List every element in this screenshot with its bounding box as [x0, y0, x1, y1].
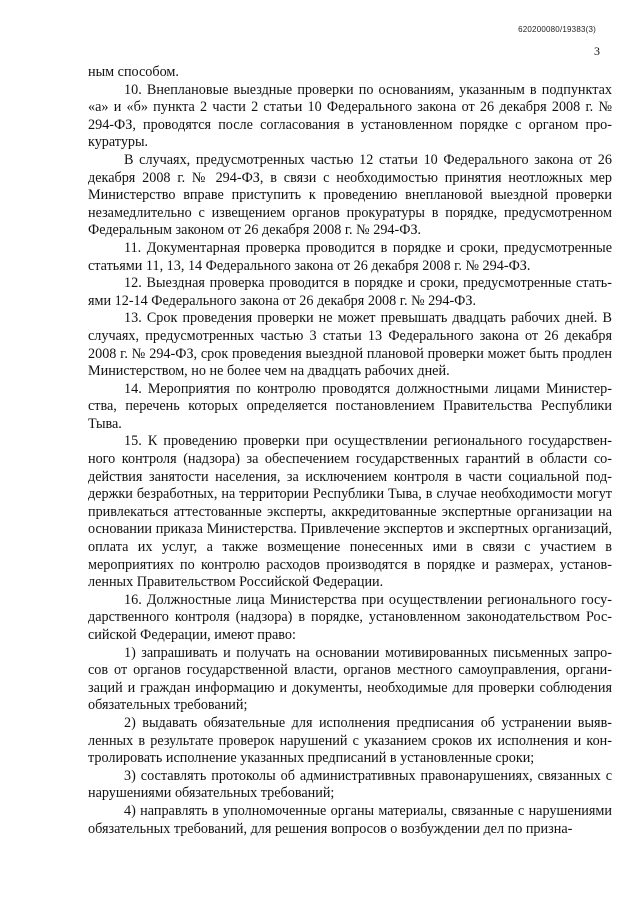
paragraph-16-item-1: 1) запрашивать и получать на основании мотивированных письменных запросов от органов государственной власти, органов местного самоуправления, организаций и граждан информацию и документы, необходимые для проверки соблюдения обязательных требований;: [88, 644, 612, 714]
paragraph-16-item-2: 2) выдавать обязательные для исполнения предписания об устранении выявленных в результате проверок нарушений с указанием сроков их исполнения и контролировать исполнение указанных предписаний в установленные сроки;: [88, 714, 612, 767]
document-code: 620200080/19383(3): [518, 25, 596, 34]
paragraph-16-item-4: 4) направлять в уполномоченные органы материалы, связанные с нарушениями обязательных требований, для решения вопросов о возбуждении дел по призна-: [88, 802, 612, 837]
paragraph-13: 13. Срок проведения проверки не может превышать двадцать рабочих дней. В случаях, предусмотренных частью 3 статьи 13 Федерального закона от 26 декабря 2008 г. № 294-ФЗ, срок проведения выездной плановой проверки может быть продлен Министерством, но не более чем на двадцать рабочих дней.: [88, 310, 612, 380]
paragraph-14: 14. Мероприятия по контролю проводятся должностными лицами Министерства, перечень которых определяется постановлением Правительства Республики Тыва.: [88, 380, 612, 432]
paragraph-10-cases: В случаях, предусмотренных частью 12 статьи 10 Федерального закона от 26 декабря 2008 г. № 294-ФЗ, в связи с необходимостью принятия неотложных мер Министерство вправе приступить к проведению внеплановой выездной проверки незамедлительно с извещением органов прокуратуры в порядке, предусмотренном Федеральным законом от 26 декабря 2008 г. № 294-ФЗ.: [88, 151, 612, 239]
paragraph-12: 12. Выездная проверка проводится в порядке и сроки, предусмотренные статьями 12-14 Федерального закона от 26 декабря 2008 г. № 294-ФЗ.: [88, 275, 612, 309]
paragraph-10: 10. Внеплановые выездные проверки по основаниям, указанным в подпунктах «а» и «б» пункта 2 части 2 статьи 10 Федерального закона от 26 декабря 2008 г. № 294-ФЗ, проводятся после согласования в установленном порядке с органом прокуратуры.: [88, 81, 612, 151]
paragraph-continuation: ным способом.: [88, 64, 179, 80]
paragraph-15: 15. К проведению проверки при осуществлении регионального государственного контроля (надзора) за обеспечением государственных гарантий в области содействия занятости населения, за исключением контроля в части социальной поддержки безработных, на территории Республики Тыва, в случае необходимости могут привлекаться аттестованные эксперты, аккредитованные экспертные организации на основании приказа Министерства. Привлечение экспертов и экспертных организаций, оплата их услуг, а также возмещение понесенных ими в связи с участием в мероприятиях по контролю расходов производятся в порядке и размерах, установленных Правительством Российской Федерации.: [88, 433, 612, 591]
paragraph-16-item-3: 3) составлять протоколы об административных правонарушениях, связанных с нарушениями обязательных требований;: [88, 767, 612, 802]
paragraph-11: 11. Документарная проверка проводится в порядке и сроки, предусмотренные статьями 11, 13, 14 Федерального закона от 26 декабря 2008 г. № 294-ФЗ.: [88, 239, 612, 274]
document-body: [88, 64, 612, 838]
page-number: 3: [594, 44, 600, 58]
paragraph-16: 16. Должностные лица Министерства при осуществлении регионального государственного контроля (надзора) в порядке, установленном законодательством Российской Федерации, имеют право:: [88, 591, 612, 643]
